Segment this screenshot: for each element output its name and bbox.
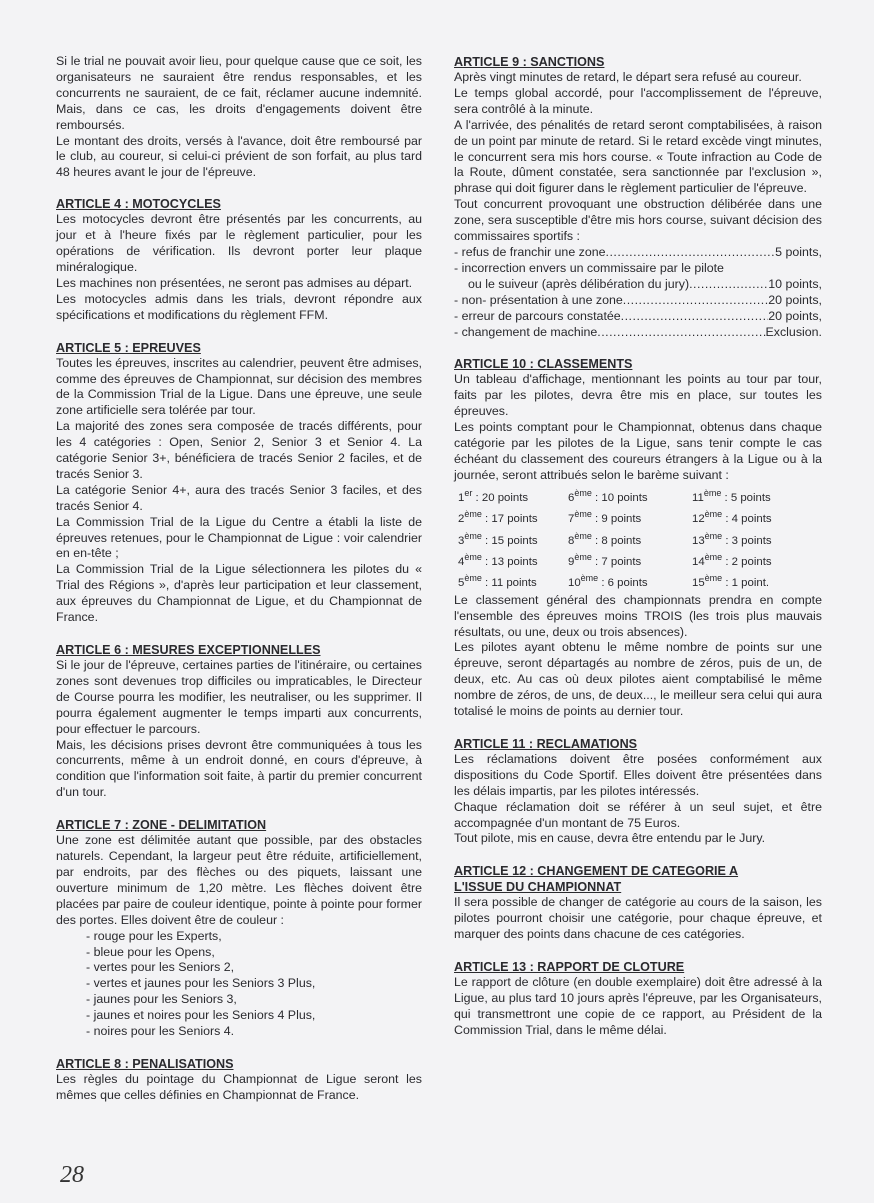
scale-rank: 11: [692, 491, 704, 504]
penalty-line: [454, 293, 822, 309]
scale-entry: [564, 528, 688, 549]
scale-rank-suffix: ème: [464, 551, 482, 562]
scale-points: : 9 points: [591, 512, 642, 525]
scale-rank: 14: [692, 555, 705, 568]
paragraph: A l'arrivée, des pénalités de retard seront comptabilisées, à raison de un point par minute de retard. Si le retard excède vingt minutes, le concurrent sera mis hors course. « Toute infraction au Code de la Route, dûment constatée, sera sanctionnée par l'exclusion », phrase qui doit figurer dans le règlement particulier de l'épreuve.: [454, 117, 822, 196]
scale-points: : 15 points: [481, 534, 538, 547]
scale-entry: [454, 528, 564, 549]
scale-points: : 13 points: [481, 555, 538, 568]
article-6-heading: ARTICLE 6 : MESURES EXCEPTIONNELLES: [56, 643, 321, 657]
scale-rank-suffix: ème: [704, 573, 723, 584]
paragraph: La Commission Trial de la Ligue sélectionnera les pilotes du « Trial des Régions », d'après leur participation et leur classement, aux épreuves du Championnat de Ligue, et du Championnat de France.: [56, 562, 422, 625]
scale-rank-suffix: ème: [464, 509, 482, 520]
scale-points: : 5 points: [721, 491, 771, 504]
scale-rank: 15: [692, 577, 705, 590]
penalty-value: Exclusion.: [765, 324, 822, 339]
penalty-label: - changement de machine: [454, 324, 598, 339]
penalty-line: [454, 309, 822, 325]
penalty-line: [454, 325, 822, 341]
scale-rank-suffix: ème: [580, 573, 599, 584]
scale-rank: 2: [458, 512, 465, 525]
list-item: - jaunes et noires pour les Seniors 4 Plus,: [86, 1008, 316, 1023]
scale-rank: 13: [692, 534, 705, 547]
list-item: - noires pour les Seniors 4.: [86, 1024, 235, 1039]
article-9-heading: ARTICLE 9 : SANCTIONS: [454, 55, 605, 69]
scale-entry: [688, 485, 808, 506]
paragraph: Mais, les décisions prises devront être communiquées à tous les concurrents, même à un endroit donné, en cours d'épreuve, à condition que l'information soit faite, à partir du premier concurrent d'un tour.: [56, 737, 422, 800]
list-item: - bleue pour les Opens,: [86, 944, 215, 959]
paragraph: Les règles du pointage du Championnat de Ligue seront les mêmes que celles définies en Championnat de France.: [56, 1071, 422, 1102]
penalty-label: - erreur de parcours constatée: [454, 308, 621, 323]
dot-leader: [689, 277, 768, 293]
scale-entry: [454, 570, 564, 591]
paragraph: Toutes les épreuves, inscrites au calendrier, peuvent être admises, comme des épreuves de Championnat, sur décision des membres de la Commission Trial de la Ligue. Dans une épreuve, une seule zone artificielle sera tolérée par tour.: [56, 355, 422, 418]
scale-rank: 3: [458, 534, 465, 547]
scale-points: : 11 points: [481, 577, 537, 590]
paragraph: Le rapport de clôture (en double exemplaire) doit être adressé à la Ligue, au plus tard 10 jours après l'épreuve, par les Organisateurs, qui transmettront une copie de ce rapport, au Président de la Commission Trial, dans le même délai.: [454, 975, 822, 1037]
scale-rank-suffix: ème: [704, 530, 723, 541]
scale-points: : 20 points: [472, 491, 529, 504]
paragraph: Les points comptant pour le Championnat, obtenus dans chaque catégorie par les pilotes de la Ligue, sans tenir compte le cas échéant du classement des coureurs étrangers à la Ligue ou à la journée, seront attribués selon le barème suivant :: [454, 420, 822, 482]
scale-rank-suffix: ème: [703, 487, 722, 498]
scale-rank: 10: [568, 577, 581, 590]
scale-rank: 8: [568, 534, 575, 547]
page-number: 28: [60, 1162, 84, 1188]
penalty-value: 20 points,: [768, 308, 822, 323]
dot-leader: [621, 309, 769, 325]
scale-entry: [564, 485, 688, 506]
right-column: [454, 54, 822, 1039]
scale-rank: 7: [568, 512, 575, 525]
paragraph: Si le jour de l'épreuve, certaines parties de l'itinéraire, ou certaines zones sont devenues trop difficiles ou impraticables, le Directeur de Course pourra les modifier, les neutraliser, ou les supprimer. Il pourra également augmenter le temps imparti aux concurrents, pour effectuer le parcours.: [56, 658, 422, 736]
paragraph: Tout concurrent provoquant une obstruction délibérée dans une zone, sera susceptible d'être mis hors course, suivant décision des commissaires sportifs :: [454, 197, 822, 244]
scale-entry: [688, 528, 808, 549]
scale-rank: 4: [458, 555, 465, 568]
paragraph: Une zone est délimitée autant que possible, par des obstacles naturels. Cependant, la largeur peut être réduite, artificiellement, par endroits, par des flèches ou des piquets, laissant une ouverture minimum de 1,20 mètre. Les flèches doivent être placées par paire de couleur identique, pointe à pointe pour former des portes. Elles doivent être de couleur :: [56, 833, 422, 927]
paragraph: La Commission Trial de la Ligue du Centre a établi la liste de épreuves retenues, pour le Championnat de Ligue : voir calendrier en en-tête ;: [56, 514, 422, 561]
scale-rank-suffix: ème: [574, 551, 592, 562]
points-scale: [454, 485, 822, 592]
paragraph: Les réclamations doivent être posées conformément aux dispositions du Code Sportif. Elles doivent être présentées dans les délais impartis, par les pilotes intéressés.: [454, 751, 822, 798]
paragraph: Les machines non présentées, ne seront pas admises au départ.: [56, 275, 413, 290]
scale-rank-suffix: ème: [574, 530, 592, 541]
scale-rank-suffix: ème: [464, 573, 482, 584]
penalty-value: 20 points,: [768, 292, 822, 307]
paragraph: La catégorie Senior 4+, aura des tracés Senior 3 faciles, et des tracés Senior 4.: [56, 482, 422, 513]
penalty-value: 5 points,: [775, 244, 822, 259]
penalty-line: [454, 277, 822, 293]
paragraph: Le temps global accordé, pour l'accomplissement de l'épreuve, sera contrôlé à la minute.: [454, 85, 822, 116]
scale-entry: [688, 570, 808, 591]
scale-points: : 2 points: [722, 555, 772, 568]
scale-entry: [454, 485, 564, 506]
list-item: - rouge pour les Experts,: [86, 928, 222, 943]
scale-points: : 6 points: [598, 577, 648, 590]
paragraph: Chaque réclamation doit se référer à un seul sujet, et être accompagnée d'un montant de 75 Euros.: [454, 799, 822, 830]
scale-entry: [688, 506, 808, 527]
dot-leader: [623, 293, 768, 309]
dot-leader: [606, 245, 776, 261]
list-item: - vertes pour les Seniors 2,: [86, 960, 235, 975]
scale-entry: [454, 506, 564, 527]
penalty-value: 10 points,: [768, 276, 822, 291]
paragraph: Les motocycles admis dans les trials, devront répondre aux spécifications et modifications du règlement FFM.: [56, 291, 422, 322]
paragraph: Un tableau d'affichage, mentionnant les points au tour par tour, faits par les pilotes, devra être mis en place, sur toutes les épreuves.: [454, 372, 822, 419]
article-13-heading: ARTICLE 13 : RAPPORT DE CLOTURE: [454, 960, 685, 975]
scale-points: : 10 points: [591, 491, 648, 504]
list-item: - jaunes pour les Seniors 3,: [86, 992, 237, 1007]
scale-entry: [688, 549, 808, 570]
paragraph: Les motocycles devront être présentés par les concurrents, au jour et à l'heure fixés par le règlement particulier, pour les opérations de vérification. Ils devront porter leur plaque minéralogique.: [56, 212, 422, 274]
dot-leader: [597, 325, 765, 341]
scale-rank-suffix: ème: [464, 530, 482, 541]
scale-rank: 12: [692, 512, 705, 525]
scale-rank-suffix: ème: [704, 551, 723, 562]
paragraph: Les pilotes ayant obtenu le même nombre de points sur une épreuve, seront départagés au nombre de zéros, puis de un, de deux, etc. Au cas où deux pilotes aient comptabilisé le même nombre de zéros, de uns, de deux..., le meilleur sera celui qui aura totalisé le moins de points au dernier tour.: [454, 640, 822, 719]
penalty-label: - incorrection envers un commissaire par le pilote: [454, 260, 724, 275]
scale-entry: [564, 570, 688, 591]
scale-rank: 6: [568, 491, 575, 504]
scale-entry: [454, 549, 564, 570]
scale-rank-suffix: ème: [574, 487, 592, 498]
scale-entry: [564, 506, 688, 527]
scale-points: : 8 points: [591, 534, 642, 547]
penalty-label: ou le suiveur (après délibération du jury): [468, 276, 690, 291]
penalty-label: - non- présentation à une zone: [454, 292, 623, 307]
paragraph: Après vingt minutes de retard, le départ sera refusé au coureur.: [454, 70, 802, 84]
paragraph: Il sera possible de changer de catégorie au cours de la saison, les pilotes pourront choisir une catégorie, pour chaque épreuve, et marquer des points dans chacune de ces catégories.: [454, 895, 822, 942]
article-4-heading: ARTICLE 4 : MOTOCYCLES: [56, 197, 221, 212]
scale-points: : 1 point.: [722, 577, 770, 590]
paragraph: Si le trial ne pouvait avoir lieu, pour quelque cause que ce soit, les organisateurs ne sauraient être rendus responsables, et les concurrents ne sauraient, de ce fait, réclamer aucune indemnité. Mais, dans ce cas, les droits d'engagements doivent être remboursés.: [56, 54, 422, 132]
paragraph: La majorité des zones sera composée de tracés différents, pour les 4 catégories : Open, Senior 2, Senior 3 et Senior 4. La catégorie Senior 3+, bénéficiera de tracés Senior 2 faciles, et de tracés Senior 3.: [56, 419, 422, 481]
scale-rank-suffix: ème: [704, 509, 723, 520]
left-column: [56, 54, 422, 1104]
article-7-heading: ARTICLE 7 : ZONE - DELIMITATION: [56, 818, 267, 833]
scale-rank: 5: [458, 577, 465, 590]
scale-rank-suffix: ème: [574, 509, 592, 520]
list-item: - vertes et jaunes pour les Seniors 3 Plus,: [86, 976, 316, 991]
paragraph: Le classement général des championnats prendra en compte l'ensemble des épreuves moins TROIS (les trois plus mauvais résultats, ou une, deux ou trois absences).: [454, 592, 822, 639]
article-12-heading: ARTICLE 12 : CHANGEMENT DE CATEGORIE A L'ISSUE DU CHAMPIONNAT: [454, 864, 739, 895]
scale-rank: 1: [458, 491, 465, 504]
penalty-line: [454, 245, 822, 261]
scale-points: : 4 points: [722, 512, 772, 525]
scale-points: : 3 points: [722, 534, 772, 547]
scale-rank-suffix: er: [464, 487, 473, 498]
scale-rank: 9: [568, 555, 575, 568]
paragraph: Tout pilote, mis en cause, devra être entendu par le Jury.: [454, 831, 766, 846]
article-8-heading: ARTICLE 8 : PENALISATIONS: [56, 1056, 234, 1071]
scale-points: : 17 points: [481, 512, 538, 525]
scale-points: : 7 points: [591, 555, 642, 568]
paragraph: Le montant des droits, versés à l'avance, doit être remboursé par le club, au coureur, si celui-ci prévient de son forfait, au plus tard 48 heures avant le jour de l'épreuve.: [56, 133, 422, 180]
penalty-label: - refus de franchir une zone: [454, 244, 606, 259]
article-10-heading: ARTICLE 10 : CLASSEMENTS: [454, 357, 633, 372]
article-11-heading: ARTICLE 11 : RECLAMATIONS: [454, 736, 638, 751]
scale-entry: [564, 549, 688, 570]
article-5-heading: ARTICLE 5 : EPREUVES: [56, 340, 201, 355]
